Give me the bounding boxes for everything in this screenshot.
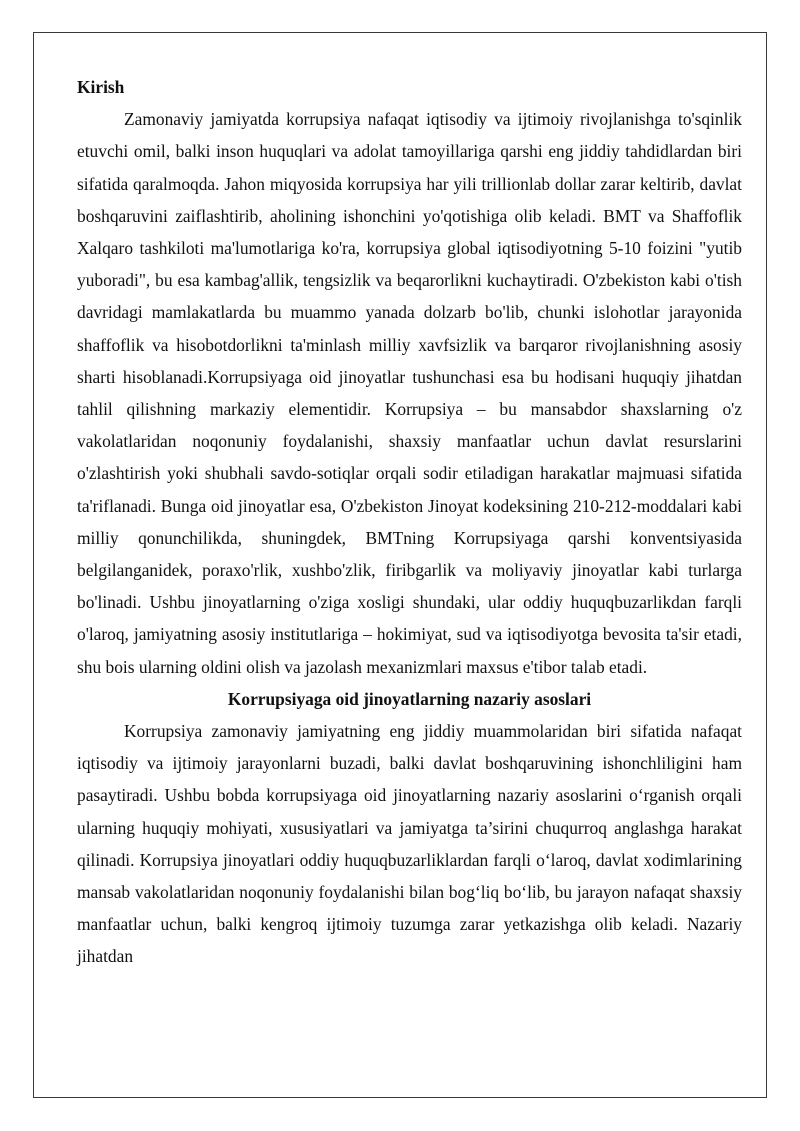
document-body xyxy=(77,71,742,973)
section-heading-intro: Kirish xyxy=(77,77,125,97)
paragraph-intro: Zamonaviy jamiyatda korrupsiya nafaqat iqtisodiy va ijtimoiy rivojlanishga to'sqinlik etuvchi omil, balki inson huquqlari va adolat tamoyillariga qarshi eng jiddiy tahdidlardan biri sifatida qaralmoqda. Jahon miqyosida korrupsiya har yili trillionlab dollar zarar keltirib, davlat boshqaruvini zaiflashtirib, aholining ishonchini yo'qotishiga olib keladi. BMT va Shaffoflik Xalqaro tashkiloti ma'lumotlariga ko'ra, korrupsiya global iqtisodiyotning 5-10 foizini "yutib yuboradi", bu esa kambag'allik, tengsizlik va beqarorlikni kuchaytiradi. O'zbekiston kabi o'tish davridagi mamlakatlarda bu muammo yanada dolzarb bo'lib, chunki islohotlar jarayonida shaffoflik va hisobotdorlikni ta'minlash milliy xavfsizlik va barqaror rivojlanishning asosiy sharti hisoblanadi.Korrupsiyaga oid jinoyatlar tushunchasi esa bu hodisani huquqiy jihatdan tahlil qilishning markaziy elementidir. Korrupsiya – bu mansabdor shaxslarning o'z vakolatlaridan noqonuniy foydalanishi, shaxsiy manfaatlar uchun davlat resurslarini o'zlashtirish yoki shubhali savdo-sotiqlar orqali sodir etiladigan harakatlar majmuasi sifatida ta'riflanadi. Bunga oid jinoyatlar esa, O'zbekiston Jinoyat kodeksining 210-212-moddalari kabi milliy qonunchilikda, shuningdek, BMTning Korrupsiyaga qarshi konventsiyasida belgilanganidek, poraxo'rlik, xushbo'zlik, firibgarlik va moliyaviy jinoyatlar kabi turlarga bo'linadi. Ushbu jinoyatlarning o'ziga xosligi shundaki, ular oddiy huquqbuzarlikdan farqli o'laroq, jamiyatning asosiy institutlariga – hokimiyat, sud va iqtisodiyotga bevosita ta'sir etadi, shu bois ularning oldini olish va jazolash mexanizmlari maxsus e'tibor talab etadi. xyxy=(77,109,742,677)
section-heading-theory: Korrupsiyaga oid jinoyatlarning nazariy asoslari xyxy=(227,688,592,709)
paragraph-theory: Korrupsiya zamonaviy jamiyatning eng jiddiy muammolaridan biri sifatida nafaqat iqtisodiy va ijtimoiy jarayonlarni buzadi, balki davlat boshqaruvining ishonchliligini ham pasaytiradi. Ushbu bobda korrupsiyaga oid jinoyatlarning nazariy asoslarini o‘rganish orqali ularning huquqiy mohiyati, xususiyatlari va jamiyatga ta’sirini chuqurroq anglashga harakat qilinadi. Korrupsiya jinoyatlari oddiy huquqbuzarliklardan farqli o‘laroq, davlat xodimlarining mansab vakolatlaridan noqonuniy foydalanishi bilan bog‘liq bo‘lib, bu jarayon nafaqat shaxsiy manfaatlar uchun, balki kengroq ijtimoiy tuzumga zarar yetkazishga olib keladi. Nazariy jihatdan xyxy=(77,721,742,967)
